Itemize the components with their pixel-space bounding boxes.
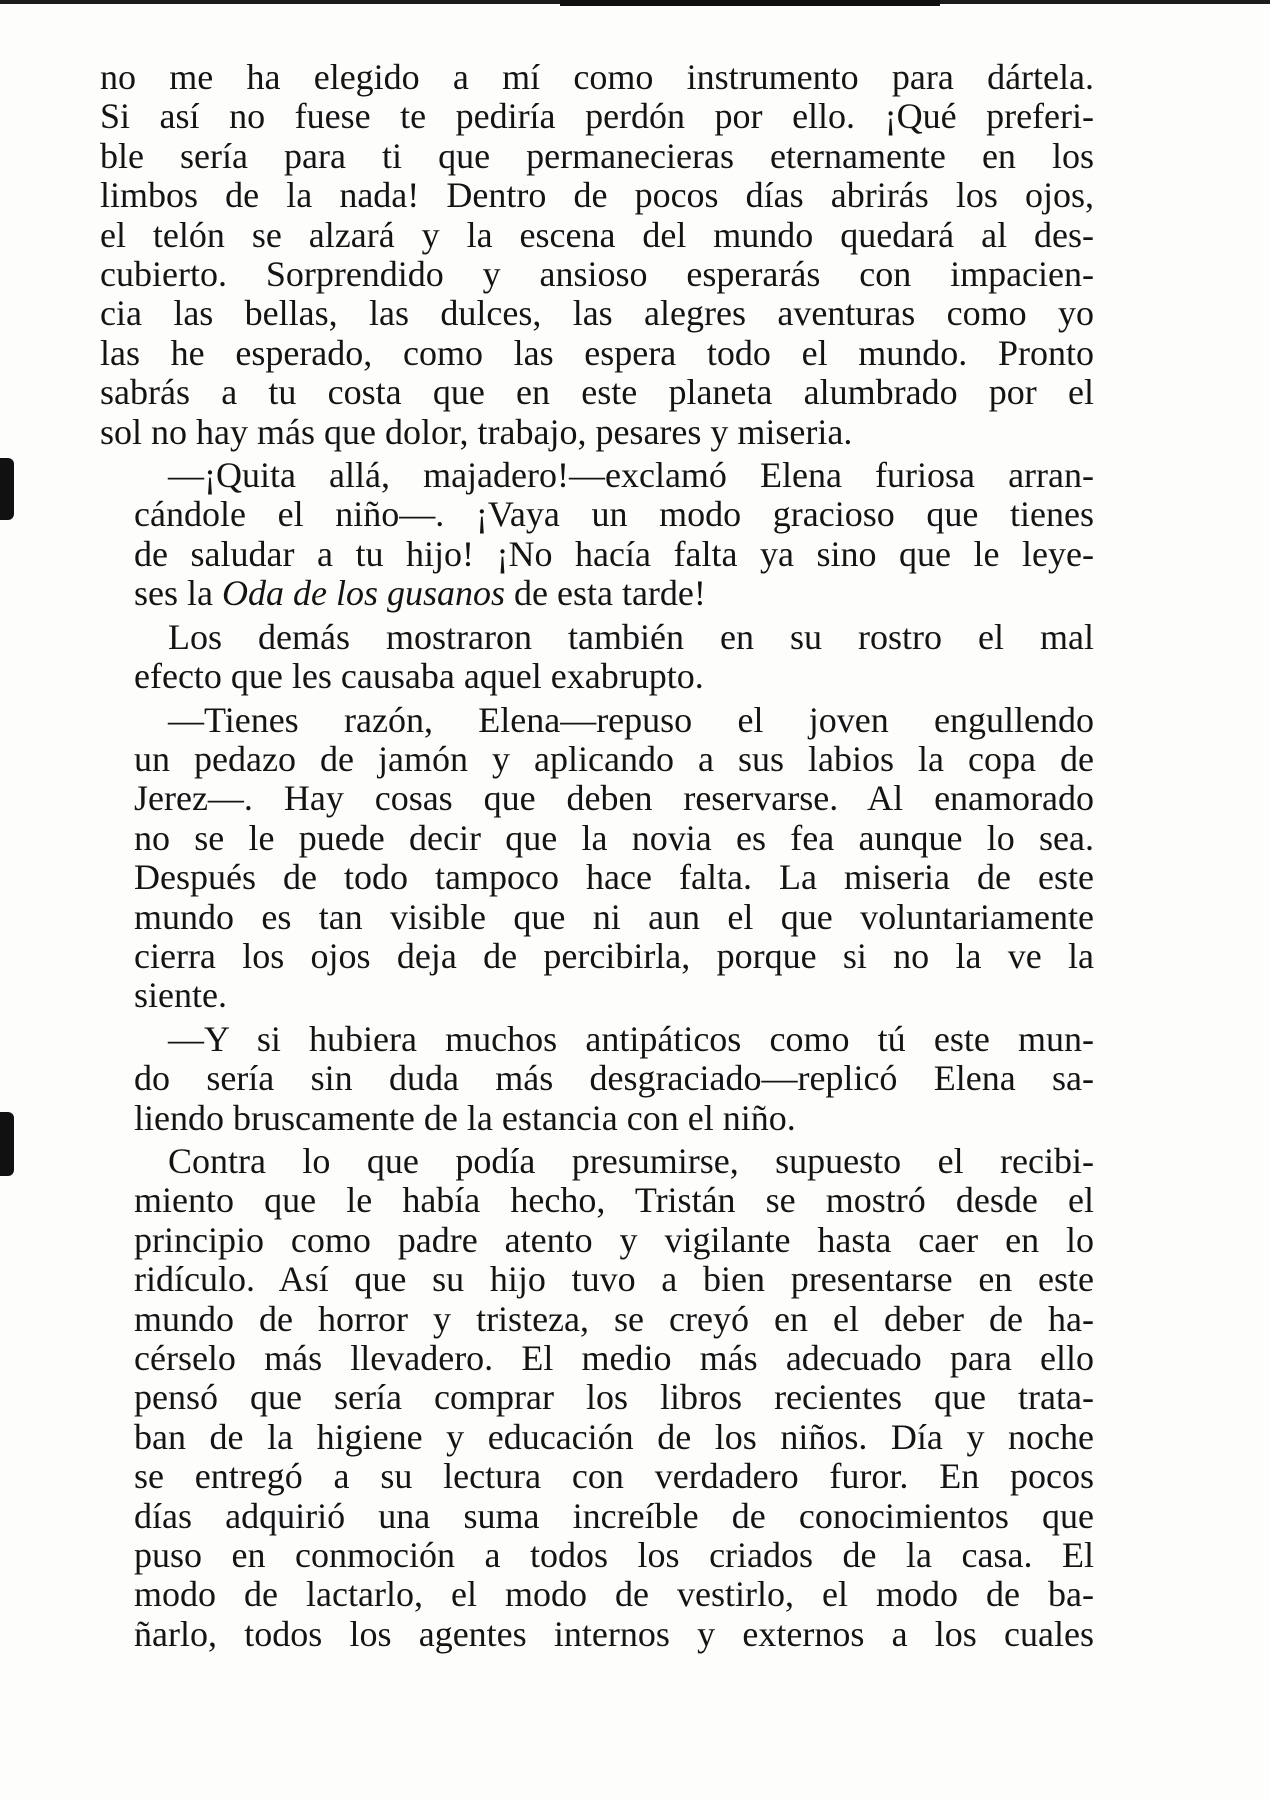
text-line: pensó que sería comprar los libros recientes que trata- (134, 1377, 1094, 1418)
text-line: puso en conmoción a todos los criados de la casa. El (134, 1535, 1094, 1576)
text-line: Jerez—. Hay cosas que deben reservarse. Al enamorado (134, 778, 1094, 819)
binding-mark-upper (0, 458, 14, 520)
text-line: cierra los ojos deja de percibirla, porque si no la ve la (134, 935, 1094, 976)
text-line: Si así no fuese te pediría perdón por ello. ¡Qué preferi- (100, 96, 1094, 137)
paragraph-3 (100, 618, 1094, 697)
text-line: efecto que les causaba aquel exabrupto. (134, 656, 704, 697)
text-line: un pedazo de jamón y aplicando a sus labios la copa de (134, 738, 1094, 779)
text-line: ble sería para ti que permanecieras eternamente en los (100, 135, 1094, 176)
text-segment: de esta tarde! (505, 573, 706, 614)
text-line: no se le puede decir que la novia es fea aunque lo sea. (134, 817, 1094, 858)
paragraph-1 (100, 58, 1094, 452)
text-line: las he esperado, como las espera todo el mundo. Pronto (100, 332, 1094, 373)
text-line: miento que le había hecho, Tristán se mostró desde el (134, 1180, 1094, 1221)
text-line: principio como padre atento y vigilante hasta caer en lo (134, 1219, 1094, 1260)
text-line: mundo es tan visible que ni aun el que voluntariamente (134, 896, 1094, 937)
text-line: sabrás a tu costa que en este planeta alumbrado por el (100, 372, 1094, 413)
text-line: —Tienes razón, Elena—repuso el joven engullendo (168, 699, 1094, 740)
top-edge-rule-thick (560, 0, 940, 6)
text-line: Los demás mostraron también en su rostro el mal (168, 616, 1094, 657)
paragraph-2 (100, 456, 1094, 614)
text-segment: ses la (134, 573, 222, 614)
text-line: se entregó a su lectura con verdadero furor. En pocos (134, 1456, 1094, 1497)
text-line: cubierto. Sorprendido y ansioso esperarás con impacien- (100, 254, 1094, 295)
text-line: ban de la higiene y educación de los niños. Día y noche (134, 1416, 1094, 1457)
text-line: el telón se alzará y la escena del mundo quedará al des- (100, 214, 1094, 255)
body-text (100, 58, 1094, 1658)
text-line: sol no hay más que dolor, trabajo, pesares y miseria. (100, 411, 853, 452)
binding-mark-lower (0, 1112, 14, 1176)
text-line: días adquirió una suma increíble de conocimientos que (134, 1495, 1094, 1536)
text-line: mundo de horror y tristeza, se creyó en el deber de ha- (134, 1298, 1094, 1339)
text-line: cándole el niño—. ¡Vaya un modo gracioso que tienes (134, 494, 1094, 535)
text-line: modo de lactarlo, el modo de vestirlo, el modo de ba- (134, 1574, 1094, 1615)
text-line: no me ha elegido a mí como instrumento para dártela. (100, 57, 1094, 97)
paragraph-6 (100, 1142, 1094, 1654)
text-line: Después de todo tampoco hace falta. La miseria de este (134, 857, 1094, 898)
text-line: limbos de la nada! Dentro de pocos días abrirás los ojos, (100, 175, 1094, 216)
text-line: Contra lo que podía presumirse, supuesto el recibi- (168, 1140, 1094, 1181)
text-line: de saludar a tu hijo! ¡No hacía falta ya sino que le leye- (134, 533, 1094, 574)
text-line: do sería sin duda más desgraciado—replicó Elena sa- (134, 1058, 1094, 1099)
paragraph-5 (100, 1020, 1094, 1138)
text-line: ridículo. Así que su hijo tuvo a bien presentarse en este (134, 1259, 1094, 1300)
text-line: liendo bruscamente de la estancia con el niño. (134, 1097, 796, 1138)
text-line: siente. (134, 975, 227, 1016)
text-line (100, 574, 1094, 613)
poem-title: Oda de los gusanos (221, 573, 505, 614)
text-line: cérselo más llevadero. El medio más adecuado para ello (134, 1338, 1094, 1378)
text-line: —Y si hubiera muchos antipáticos como tú este mun- (168, 1018, 1094, 1059)
text-line: ñarlo, todos los agentes internos y externos a los cuales (134, 1613, 1094, 1654)
text-line: —¡Quita allá, majadero!—exclamó Elena furiosa arran- (168, 455, 1094, 496)
text-line: cia las bellas, las dulces, las alegres aventuras como yo (100, 293, 1094, 334)
paragraph-4 (100, 701, 1094, 1016)
